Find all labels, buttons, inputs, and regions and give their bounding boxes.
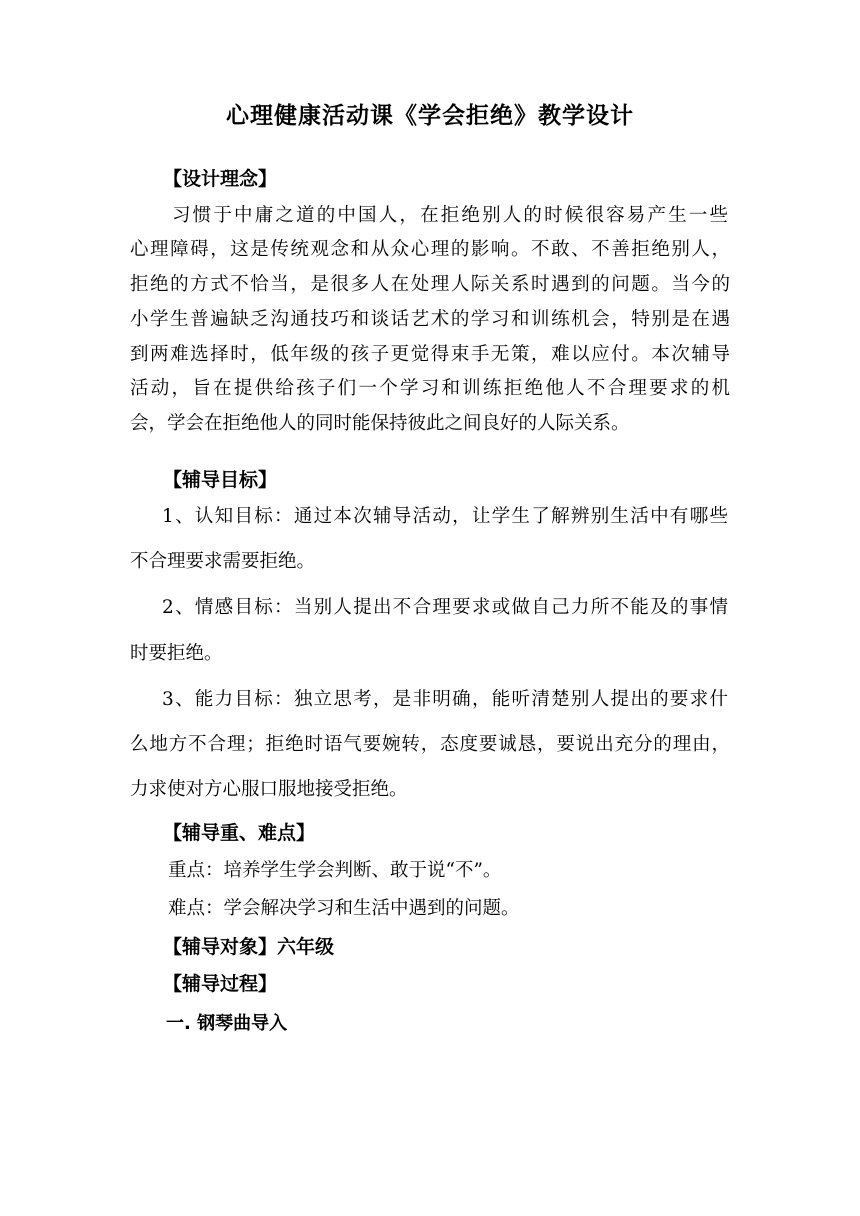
goal-cognitive-line: 不合理要求需要拒绝。 xyxy=(130,551,316,572)
paragraph-line: 到两难选择时，低年级的孩子更觉得束手无策，难以应付。本次辅导 xyxy=(130,344,730,365)
goal-cognitive-line: 1、认知目标：通过本次辅导活动，让学生了解辨别生活中有哪些 xyxy=(162,506,728,527)
section-heading-design: 【设计理念】 xyxy=(163,168,278,190)
paragraph-line: 习惯于中庸之道的中国人，在拒绝别人的时候很容易产生一些 xyxy=(172,205,728,226)
paragraph-line: 活动，旨在提供给孩子们一个学习和训练拒绝他人不合理要求的机 xyxy=(130,378,730,399)
paragraph-line: 心理障碍，这是传统观念和从众心理的影响。不敢、不善拒绝别人， xyxy=(130,239,730,260)
key-point-text: 重点：培养学生学会判断、敢于说“不”。 xyxy=(168,860,502,881)
goal-ability-line: 3、能力目标：独立思考，是非明确，能听清楚别人提出的要求什 xyxy=(162,689,728,710)
section-heading-process: 【辅导过程】 xyxy=(163,973,278,995)
difficulty-point-text: 难点：学会解决学习和生活中遇到的问题。 xyxy=(168,898,520,919)
section-heading-target: 【辅导对象】六年级 xyxy=(163,936,335,958)
paragraph-line: 会，学会在拒绝他人的同时能保持彼此之间良好的人际关系。 xyxy=(130,413,630,434)
document-title: 心理健康活动课《学会拒绝》教学设计 xyxy=(226,103,634,129)
process-step-1: 一. 钢琴曲导入 xyxy=(166,1013,288,1034)
goal-ability-line: 力求使对方心服口服地接受拒绝。 xyxy=(130,779,408,800)
section-heading-key: 【辅导重、难点】 xyxy=(163,822,316,844)
goal-emotion-line: 时要拒绝。 xyxy=(130,643,223,664)
paragraph-line: 拒绝的方式不恰当，是很多人在处理人际关系时遇到的问题。当今的 xyxy=(130,274,730,295)
paragraph-line: 小学生普遍缺乏沟通技巧和谈话艺术的学习和训练机会，特别是在遇 xyxy=(130,309,730,330)
section-heading-goals: 【辅导目标】 xyxy=(163,469,278,491)
goal-ability-line: 么地方不合理；拒绝时语气要婉转，态度要诚恳，要说出充分的理由， xyxy=(130,734,730,755)
goal-emotion-line: 2、情感目标：当别人提出不合理要求或做自己力所不能及的事情 xyxy=(162,597,728,618)
